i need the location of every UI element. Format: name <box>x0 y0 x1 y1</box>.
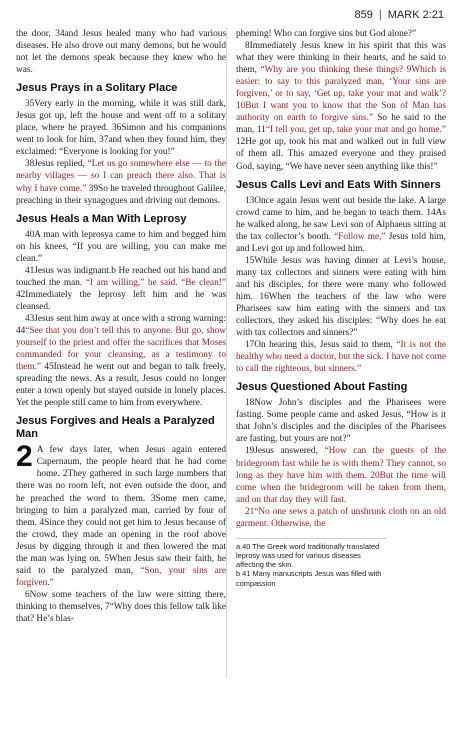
text: So he said to the man, 11 <box>236 113 446 136</box>
words-of-jesus: “Let us go somewhere else — to the nearby villages — so I can preach there also. That is why I have come.” <box>16 159 226 194</box>
text: 41Jesus was indignant.b He reached out his hand and touched the man. <box>16 265 226 288</box>
text: 13Once again Jesus went out beside the lake. A large crowd came to him, and he began to teach them. 14As he walked along, he saw Levi son of Alphaeus sitting at the tax collector’s booth. <box>236 195 446 242</box>
text: 45Instead he went out and began to talk freely, spreading the news. As a result, Jesus could no longer enter a town openly but stayed outside in lonely places. Yet the people still came to him from everywhere. <box>16 362 226 409</box>
words-of-jesus: “I am willing,” he said. “Be clean!” <box>85 277 227 288</box>
paragraph-v15: 15While Jesus was having dinner at Levi’s house, many tax collectors and sinners were eating with him and his disciples, for there were many who followed him. 16When the teachers of the law who were Pharisees saw him eating with the sinners and tax collectors, they asked his disciples: “Why does he eat with tax collectors and sinners?” <box>236 255 446 339</box>
paragraph-v8 <box>236 40 446 173</box>
footnote-a: a 40 The Greek word traditionally translated leprosy was used for various diseases affecting the skin. <box>236 541 380 570</box>
paragraph-v17 <box>236 339 446 375</box>
paragraph-v19 <box>236 445 446 505</box>
text: 39So he traveled throughout Galilee, preaching in their synagogues and driving out demons. <box>16 183 227 206</box>
footnote-b: b 41 Many manuscripts Jesus was filled with compassion <box>236 569 382 588</box>
heading-prays: Jesus Prays in a Solitary Place <box>16 82 178 95</box>
right-column <box>236 28 446 588</box>
text: 19Jesus answered, <box>245 446 325 457</box>
page-number: 859 <box>354 9 373 21</box>
heading-leprosy: Jesus Heals a Man With Leprosy <box>16 212 187 225</box>
paragraph-continued: pheming! Who can forgive sins but God alone?” <box>236 29 417 39</box>
left-column <box>16 28 226 625</box>
paragraph-v13 <box>236 195 446 255</box>
text: A few days later, when Jesus again entered Capernaum, the people heard that he had come home. 2They gathered in such large numbers that there was no room left, not even outside the door, and he preached the word to them. 3Some men came, bringing to him a paralyzed man, carried by four of them. 4Since they could not get him to Jesus because of the crowd, they made an opening in the roof above Jesus by digging through it and then lowered the mat the man was lying on. 5When Jesus saw their faith, he said to the paralyzed man, <box>16 445 226 576</box>
words-of-jesus: “See that you don’t tell this to anyone. But go, show yourself to the priest and offer the sacrifices that Moses commanded for your cleansing, as a testimony to them.” <box>16 325 226 373</box>
words-of-jesus: “Follow me,” <box>334 231 386 242</box>
words-of-jesus: “I tell you, get up, take your mat and go home.” <box>265 125 446 136</box>
text: 43Jesus sent him away at once with a strong warning: 44 <box>16 313 226 336</box>
words-of-jesus: “It is not the healthy who need a doctor, but the sick. I have not come to call the righteous, but sinners.” <box>236 340 447 375</box>
paragraph-v21: 21“No one sews a patch of unshrunk cloth on an old garment. Otherwise, the <box>236 506 446 529</box>
paragraph-v40: 40A man with leprosya came to him and begged him on his knees, “If you are willing, you can make me clean.” <box>16 229 226 264</box>
text: 42Immediately the leprosy left him and he was cleansed. <box>16 289 226 312</box>
text: 8Immediately Jesus knew in his spirit that this was what they were thinking in their hearts, and he said to them, <box>236 41 446 76</box>
text: 12He got up, took his mat and walked out in full view of them all. This amazed everyone and they praised God, saying, “We have never seen anything like this!” <box>236 137 446 172</box>
paragraph-v6: 6Now some teachers of the law were sitting there, thinking to themselves, 7“Why does this fellow talk like that? He’s blas- <box>16 589 226 624</box>
paragraph-v38 <box>16 158 226 206</box>
paragraph-v43 <box>16 313 226 409</box>
text: Jesus told him, and Levi got up and followed him. <box>236 231 446 254</box>
heading-levi: Jesus Calls Levi and Eats With Sinners <box>236 178 441 191</box>
paragraph-v41 <box>16 265 226 313</box>
chapter-number: 2 <box>16 440 33 474</box>
paragraph-v35: 35Very early in the morning, while it was still dark, Jesus got up, left the house and went off to a solitary place, where he prayed. 36Simon and his companions went to look for him, 37and when they found him, they exclaimed: “Everyone is looking for you!” <box>16 99 226 158</box>
words-of-jesus: “Son, your sins are forgiven.” <box>16 565 227 588</box>
heading-paralyzed: Jesus Forgives and Heals a Paralyzed Man <box>16 415 215 441</box>
paragraph-2-1 <box>16 440 227 589</box>
text: 17On hearing this, Jesus said to them, <box>245 340 397 351</box>
paragraph-v18: 18Now John’s disciples and the Pharisees were fasting. Some people came and asked Jesus, “How is it that John’s disciples and the disciples of the Pharisees are fasting, but yours are not?” <box>236 398 446 445</box>
words-of-jesus: “Why are you thinking these things? 9Which is easier: to say to this paralyzed man, ‘Your sins are forgiven,’ or to say, ‘Get up, take your mat and walk’? 10But I want you to know that the Son of Man has authority on earth to forgive sins.” <box>236 65 446 124</box>
text: 38Jesus replied, <box>25 159 88 170</box>
footnotes <box>236 538 386 588</box>
paragraph-intro: the door, 34and Jesus healed many who had various diseases. He also drove out many demons, but he would not let the demons speak because they knew who he was. <box>16 29 226 76</box>
book-reference: MARK 2:21 <box>387 9 444 21</box>
header-separator: | <box>378 9 382 21</box>
column-divider <box>226 28 227 678</box>
page-header <box>355 6 444 24</box>
heading-fasting: Jesus Questioned About Fasting <box>236 381 408 394</box>
words-of-jesus: “How can the guests of the bridegroom fast while he is with them? They cannot, so long as they have him with them. 20But the time will come when the bridegroom will be taken from them, and on that day they will fast. <box>236 446 446 505</box>
